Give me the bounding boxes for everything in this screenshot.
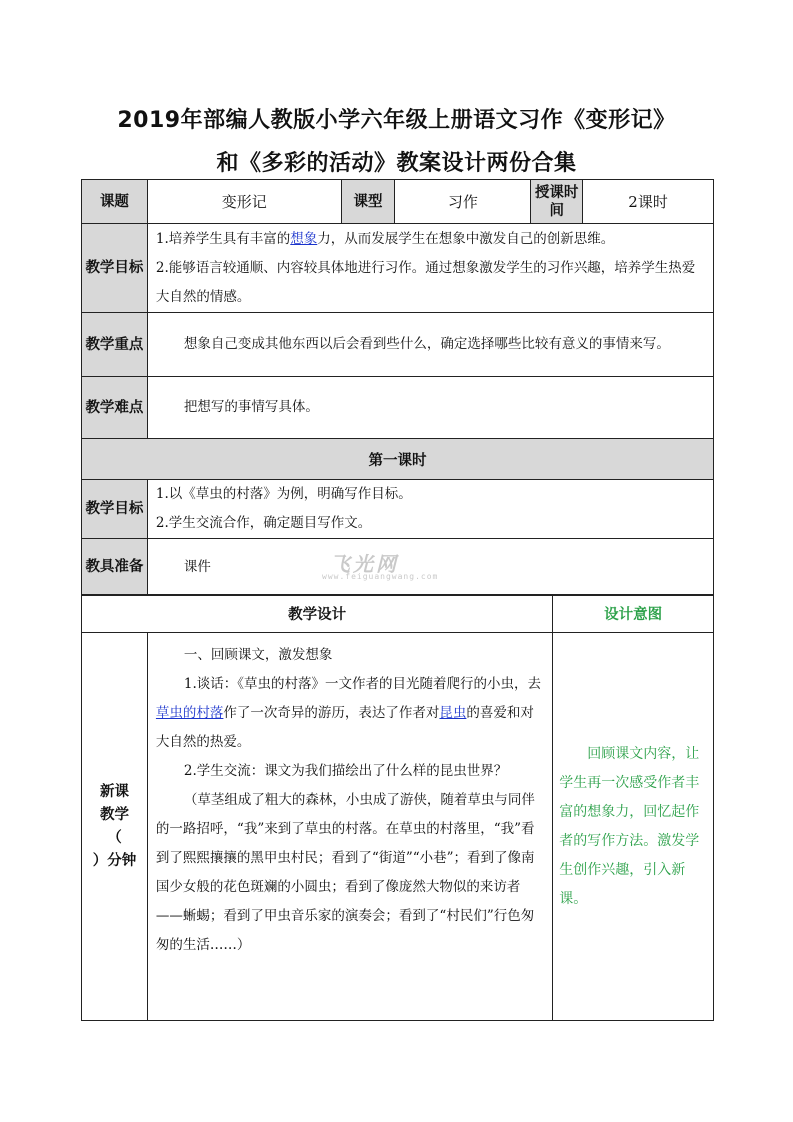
link-insect[interactable]: 昆虫 [439,705,467,721]
goals2-content [147,480,713,539]
tools-content: 课件 [147,539,713,596]
difficulty-content: 把想写的事情写具体。 [147,377,713,439]
document-title-line2: 和《多彩的活动》教案设计两份合集 [216,151,577,176]
link-imagination[interactable]: 想象 [290,230,318,247]
goals2-line-1: 1.以《草虫的村落》为例，明确写作目标。 [155,486,412,502]
design-table [81,594,714,1021]
topic-value: 变形记 [147,180,341,224]
intent-content: 回顾课文内容，让学生再一次感受作者丰富的想象力，回忆起作者的写作方法。激发学生创作兴趣，引入新课。 [553,633,714,1021]
watermark-logo: 飞光网 [330,552,399,576]
time-label: 授课时间 [531,180,583,224]
document-title-line1: 2019年部编人教版小学六年级上册语文习作《变形记》 [117,108,676,133]
design-header: 教学设计 [82,595,553,633]
lesson-info-table [81,179,714,596]
topic-label: 课题 [82,180,148,224]
focus-content: 想象自己变成其他东西以后会看到些什么，确定选择哪些比较有意义的事情来写。 [147,313,713,377]
intent-header: 设计意图 [553,595,714,633]
goals-label: 教学目标 [82,224,148,313]
lesson-paragraph-3: （草茎组成了粗大的森林，小虫成了游侠，随着草虫与同伴的一路招呼，“我”来到了草虫的村落。在草虫的村落里，“我”看到了熙熙攘攘的黑甲虫村民；看到了“街道”“小巷”；看到了像南国少女般的花色斑斓的小圆虫；看到了像庞然大物似的来访者——蜥蜴；看到了甲虫音乐家的演奏会；看到了“村民们”行色匆匆的生活……） [155,792,535,953]
goals2-line-2: 2.学生交流合作，确定题目写作文。 [155,515,372,531]
type-label: 课型 [341,180,395,224]
lesson-paragraph-2: 2.学生交流：课文为我们描绘出了什么样的昆虫世界？ [183,763,508,779]
goal-line-2: 2.能够语言较通顺、内容较具体地进行习作。通过想象激发学生的习作兴趣，培养学生热爱大自然的情感。 [155,259,696,305]
difficulty-label: 教学难点 [82,377,148,439]
watermark-url: www.feiguangwang.com [322,572,439,581]
goals-content [147,224,713,313]
link-village[interactable]: 草虫的村落 [155,705,224,721]
focus-label: 教学重点 [82,313,148,377]
type-value: 习作 [395,180,531,224]
lesson-heading: 一、回顾课文，激发想象 [183,647,333,663]
lesson-label: 新课教学 （ ）分钟 [82,633,148,1021]
time-value: 2课时 [583,180,714,224]
goal-line-1: 1.培养学生具有丰富的想象力，从而发展学生在想象中激发自己的创新思维。 [155,230,615,247]
lesson-paragraph-1: 1.谈话：《草虫的村落》一文作者的目光随着爬行的小虫，去草虫的村落作了一次奇异的游历，表达了作者对昆虫的喜爱和对大自然的热爱。 [155,676,542,750]
goals2-label: 教学目标 [82,480,148,539]
section-title: 第一课时 [82,439,714,480]
tools-label: 教具准备 [82,539,148,596]
lesson-content [147,633,552,1021]
